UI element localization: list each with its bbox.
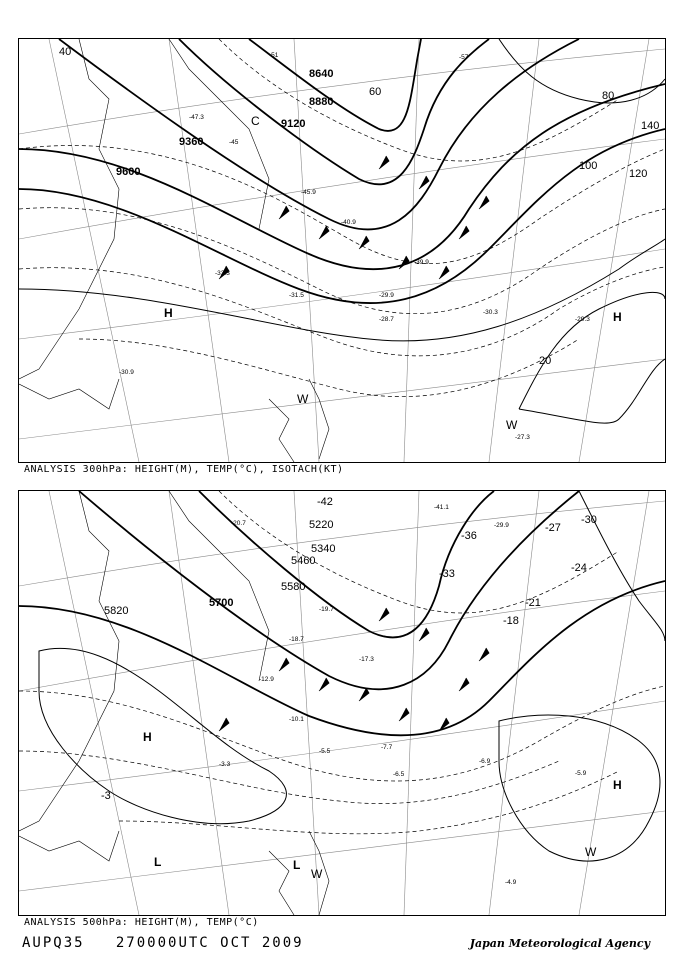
temp-label: -41.1	[434, 504, 449, 511]
isotherm-label: -30	[581, 514, 597, 526]
map-panel-300hpa	[18, 38, 666, 463]
temp-label: -31.5	[289, 292, 304, 299]
low-center: L	[154, 855, 162, 869]
map-300hpa-svg	[19, 39, 665, 462]
height-label: 9120	[281, 118, 306, 130]
height-label: 9600	[116, 166, 141, 178]
cold-center: C	[251, 114, 260, 128]
height-label: 9360	[179, 136, 204, 148]
isotherm-label: -33	[439, 568, 455, 580]
temp-labels-300	[119, 52, 590, 441]
isotach-label: 60	[369, 86, 382, 98]
height-label: 8640	[309, 68, 334, 80]
isotach-lines	[19, 39, 665, 423]
height-label: 5580	[281, 581, 306, 593]
caption-300hpa: ANALYSIS 300hPa: HEIGHT(M), TEMP(°C), ISOTACH(KT)	[24, 464, 344, 475]
temp-label: -10.1	[289, 716, 304, 723]
coastline	[19, 39, 329, 462]
isotherm-label: -21	[525, 597, 541, 609]
temp-label: -3.3	[219, 761, 231, 768]
temp-label: -29.9	[494, 522, 509, 529]
height-label: 5820	[104, 605, 129, 617]
map-panel-500hpa	[18, 490, 666, 916]
temp-label: -7.7	[381, 744, 393, 751]
temp-label: -19.7	[319, 606, 334, 613]
isotherm-label: -27	[545, 522, 561, 534]
isotach-labels-300	[59, 46, 659, 367]
high-center: H	[613, 310, 622, 324]
graticule	[19, 491, 665, 915]
temp-label: -33.3	[215, 270, 230, 277]
isotach-label: 100	[579, 160, 598, 172]
pressure-centers-500	[143, 730, 622, 881]
height-labels-300	[116, 68, 333, 178]
temp-label: -18.7	[289, 636, 304, 643]
wind-barbs	[219, 156, 489, 279]
isotherm-label: -24	[571, 562, 587, 574]
temp-label: -5.5	[319, 748, 331, 755]
high-center: H	[143, 730, 152, 744]
chart-identifier	[22, 935, 304, 951]
temp-label: -45.9	[301, 189, 316, 196]
height-label: 5460	[291, 555, 316, 567]
temp-label: -28.7	[379, 316, 394, 323]
map-500hpa-svg	[19, 491, 665, 915]
warm-center: W	[506, 418, 518, 432]
temp-label: -17.3	[359, 656, 374, 663]
temp-label: -45	[229, 139, 239, 146]
warm-center: W	[585, 845, 597, 859]
isotherm-label: -18	[503, 615, 519, 627]
warm-center: W	[311, 867, 323, 881]
temp-label: -5.9	[575, 770, 587, 777]
temp-label: -6.9	[479, 758, 491, 765]
height-label: 5340	[311, 543, 336, 555]
temp-label: -4.9	[505, 879, 517, 886]
temp-label: -6.5	[393, 771, 405, 778]
isotherm-label: -36	[461, 530, 477, 542]
wind-barbs	[219, 608, 489, 731]
warm-center: W	[297, 392, 309, 406]
low-center: L	[293, 858, 301, 872]
temp-label: -27.3	[515, 434, 530, 441]
high-center: H	[164, 306, 173, 320]
temp-label: -51	[269, 52, 279, 59]
caption-500hpa: ANALYSIS 500hPa: HEIGHT(M), TEMP(°C)	[24, 917, 259, 928]
temp-label: -29.9	[379, 292, 394, 299]
temp-label: -57	[459, 54, 469, 61]
height-label: 5220	[309, 519, 334, 531]
temp-label: -30.9	[119, 369, 134, 376]
height-label: 5700	[209, 597, 234, 609]
isotach-label: 80	[602, 90, 615, 102]
temp-label: -20.7	[231, 520, 246, 527]
temp-label: -39.9	[414, 259, 429, 266]
agency-credit: Japan Meteorological Agency	[469, 937, 650, 950]
temp-label: -40.9	[341, 219, 356, 226]
temp-label: -12.9	[259, 676, 274, 683]
height-label: 8880	[309, 96, 334, 108]
isotherm-solid	[39, 491, 665, 861]
temp-label: -47.3	[189, 114, 204, 121]
isotach-label: 120	[629, 168, 648, 180]
isotherm-label: -42	[317, 496, 333, 508]
high-center: H	[613, 778, 622, 792]
valid-time: 270000UTC OCT 2009	[115, 935, 304, 951]
isotach-label: 140	[641, 120, 660, 132]
temp-label: -29.3	[575, 316, 590, 323]
chart-code: AUPQ35	[22, 935, 85, 951]
isotach-label: 40	[59, 46, 72, 58]
isotach-label: 20	[539, 355, 552, 367]
isotherm-label: -3	[101, 790, 111, 802]
temp-dashed-lines	[19, 491, 665, 834]
temp-label: -30.3	[483, 309, 498, 316]
